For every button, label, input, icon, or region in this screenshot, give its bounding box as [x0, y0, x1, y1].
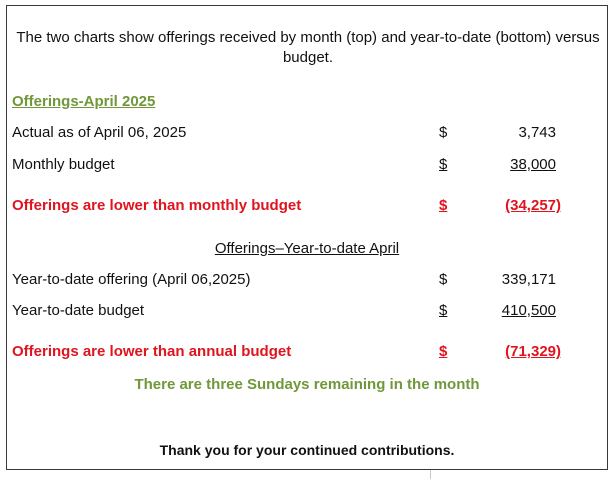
sundays-note: There are three Sundays remaining in the month [134, 376, 480, 393]
ytd-variance-value: (71,329) [505, 343, 561, 360]
monthly-variance-label: Offerings are lower than monthly budget [12, 197, 302, 214]
thanks-message: Thank you for your continued contributions. [159, 442, 455, 458]
ytd-budget-label: Year-to-date budget [12, 302, 145, 319]
ytd-heading: Offerings–Year-to-date April [214, 240, 400, 257]
monthly-heading: Offerings-April 2025 [12, 93, 156, 110]
intro-text: The two charts show offerings received by month (top) and year-to-date (bottom) versus budget. [16, 29, 600, 66]
document-frame [6, 5, 608, 470]
ytd-offering-currency: $ [439, 271, 448, 288]
monthly-budget-currency: $ [439, 156, 448, 173]
ytd-offering-value: 339,171 [501, 271, 556, 288]
actual-currency: $ [439, 124, 448, 141]
monthly-budget-label: Monthly budget [12, 156, 115, 173]
actual-label: Actual as of April 06, 2025 [12, 124, 187, 141]
ytd-variance-currency: $ [439, 343, 448, 360]
cell-gridline [430, 470, 431, 479]
ytd-budget-currency: $ [439, 302, 448, 319]
monthly-variance-value: (34,257) [505, 197, 561, 214]
monthly-variance-currency: $ [439, 197, 448, 214]
monthly-budget-value: 38,000 [510, 156, 556, 173]
ytd-offering-label: Year-to-date offering (April 06,2025) [12, 271, 251, 288]
actual-value: 3,743 [518, 124, 556, 141]
ytd-variance-label: Offerings are lower than annual budget [12, 343, 292, 360]
ytd-budget-value: 410,500 [501, 302, 556, 319]
